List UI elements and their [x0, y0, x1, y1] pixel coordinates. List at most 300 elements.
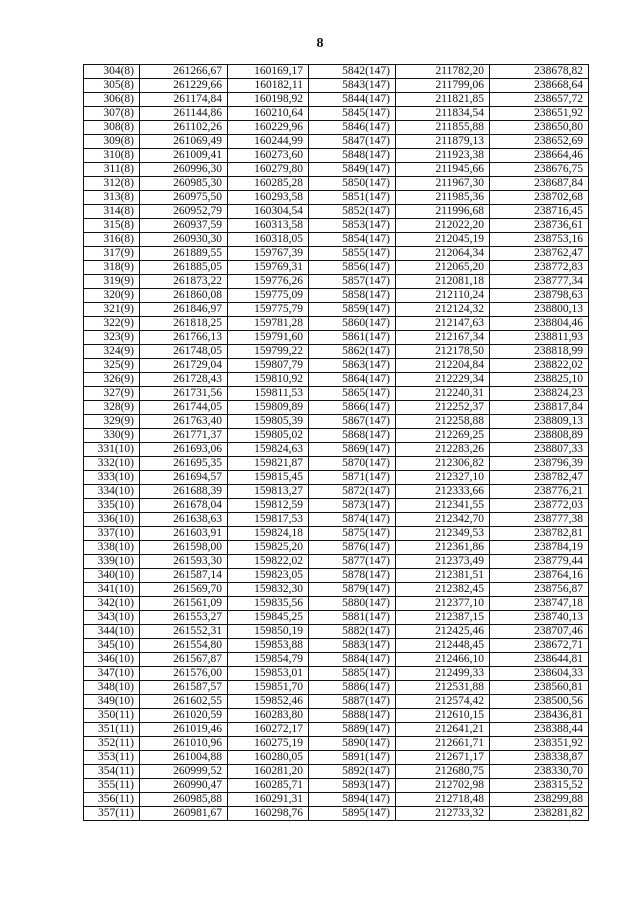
coordinates-table — [83, 64, 589, 821]
point-id-left-cell: 326(9) — [84, 373, 140, 387]
point-id-left-cell: 355(11) — [84, 779, 140, 793]
x-coordinate-left-cell: 261593,30 — [140, 555, 228, 569]
y-coordinate-left-cell: 159822,02 — [228, 555, 309, 569]
table-row — [84, 65, 589, 79]
y-coordinate-right-cell: 238351,92 — [490, 737, 589, 751]
y-coordinate-right-cell: 238822,02 — [490, 359, 589, 373]
point-id-right-cell: 5895(147) — [309, 807, 396, 821]
table-row — [84, 373, 589, 387]
point-id-left-cell: 308(8) — [84, 121, 140, 135]
point-id-right-cell: 5875(147) — [309, 527, 396, 541]
x-coordinate-left-cell: 261004,88 — [140, 751, 228, 765]
y-coordinate-right-cell: 238672,71 — [490, 639, 589, 653]
y-coordinate-right-cell: 238687,84 — [490, 177, 589, 191]
y-coordinate-left-cell: 159805,02 — [228, 429, 309, 443]
table-row — [84, 541, 589, 555]
x-coordinate-left-cell: 261748,05 — [140, 345, 228, 359]
point-id-left-cell: 331(10) — [84, 443, 140, 457]
point-id-right-cell: 5876(147) — [309, 541, 396, 555]
point-id-right-cell: 5842(147) — [309, 65, 396, 79]
x-coordinate-left-cell: 261688,39 — [140, 485, 228, 499]
point-id-right-cell: 5843(147) — [309, 79, 396, 93]
point-id-left-cell: 341(10) — [84, 583, 140, 597]
y-coordinate-right-cell: 238668,64 — [490, 79, 589, 93]
y-coordinate-left-cell: 159815,45 — [228, 471, 309, 485]
point-id-right-cell: 5893(147) — [309, 779, 396, 793]
point-id-left-cell: 328(9) — [84, 401, 140, 415]
y-coordinate-left-cell: 159824,18 — [228, 527, 309, 541]
point-id-right-cell: 5872(147) — [309, 485, 396, 499]
point-id-right-cell: 5874(147) — [309, 513, 396, 527]
x-coordinate-right-cell: 212110,24 — [396, 289, 490, 303]
y-coordinate-right-cell: 238747,18 — [490, 597, 589, 611]
y-coordinate-left-cell: 159791,60 — [228, 331, 309, 345]
y-coordinate-right-cell: 238315,52 — [490, 779, 589, 793]
y-coordinate-right-cell: 238702,68 — [490, 191, 589, 205]
point-id-left-cell: 324(9) — [84, 345, 140, 359]
point-id-right-cell: 5894(147) — [309, 793, 396, 807]
point-id-left-cell: 312(8) — [84, 177, 140, 191]
x-coordinate-left-cell: 261587,14 — [140, 569, 228, 583]
point-id-left-cell: 357(11) — [84, 807, 140, 821]
y-coordinate-right-cell: 238756,87 — [490, 583, 589, 597]
point-id-right-cell: 5848(147) — [309, 149, 396, 163]
x-coordinate-right-cell: 212167,34 — [396, 331, 490, 345]
y-coordinate-right-cell: 238281,82 — [490, 807, 589, 821]
y-coordinate-left-cell: 160182,11 — [228, 79, 309, 93]
y-coordinate-right-cell: 238824,23 — [490, 387, 589, 401]
y-coordinate-left-cell: 160291,31 — [228, 793, 309, 807]
x-coordinate-right-cell: 212178,50 — [396, 345, 490, 359]
x-coordinate-left-cell: 261102,26 — [140, 121, 228, 135]
y-coordinate-left-cell: 159813,27 — [228, 485, 309, 499]
y-coordinate-left-cell: 159775,79 — [228, 303, 309, 317]
point-id-left-cell: 350(11) — [84, 709, 140, 723]
y-coordinate-left-cell: 160283,80 — [228, 709, 309, 723]
x-coordinate-left-cell: 260985,30 — [140, 177, 228, 191]
point-id-left-cell: 353(11) — [84, 751, 140, 765]
x-coordinate-right-cell: 212283,26 — [396, 443, 490, 457]
y-coordinate-left-cell: 160279,80 — [228, 163, 309, 177]
table-row — [84, 177, 589, 191]
y-coordinate-right-cell: 238782,47 — [490, 471, 589, 485]
y-coordinate-left-cell: 159845,25 — [228, 611, 309, 625]
y-coordinate-right-cell: 238388,44 — [490, 723, 589, 737]
table-row — [84, 765, 589, 779]
x-coordinate-right-cell: 212240,31 — [396, 387, 490, 401]
y-coordinate-left-cell: 160273,60 — [228, 149, 309, 163]
point-id-right-cell: 5882(147) — [309, 625, 396, 639]
point-id-left-cell: 346(10) — [84, 653, 140, 667]
x-coordinate-left-cell: 261693,06 — [140, 443, 228, 457]
point-id-left-cell: 333(10) — [84, 471, 140, 485]
x-coordinate-right-cell: 212381,51 — [396, 569, 490, 583]
y-coordinate-right-cell: 238707,46 — [490, 625, 589, 639]
point-id-left-cell: 338(10) — [84, 541, 140, 555]
point-id-right-cell: 5886(147) — [309, 681, 396, 695]
point-id-left-cell: 322(9) — [84, 317, 140, 331]
point-id-left-cell: 354(11) — [84, 765, 140, 779]
y-coordinate-left-cell: 160198,92 — [228, 93, 309, 107]
point-id-left-cell: 334(10) — [84, 485, 140, 499]
x-coordinate-right-cell: 212045,19 — [396, 233, 490, 247]
point-id-left-cell: 319(9) — [84, 275, 140, 289]
y-coordinate-right-cell: 238736,61 — [490, 219, 589, 233]
x-coordinate-right-cell: 212252,37 — [396, 401, 490, 415]
table-row — [84, 79, 589, 93]
y-coordinate-left-cell: 159776,26 — [228, 275, 309, 289]
y-coordinate-left-cell: 160281,20 — [228, 765, 309, 779]
y-coordinate-left-cell: 159767,39 — [228, 247, 309, 261]
y-coordinate-left-cell: 160229,96 — [228, 121, 309, 135]
point-id-right-cell: 5892(147) — [309, 765, 396, 779]
point-id-left-cell: 313(8) — [84, 191, 140, 205]
x-coordinate-right-cell: 212341,55 — [396, 499, 490, 513]
x-coordinate-right-cell: 212361,86 — [396, 541, 490, 555]
x-coordinate-left-cell: 261678,04 — [140, 499, 228, 513]
table-row — [84, 471, 589, 485]
x-coordinate-left-cell: 261009,41 — [140, 149, 228, 163]
point-id-left-cell: 320(9) — [84, 289, 140, 303]
table-row — [84, 205, 589, 219]
y-coordinate-right-cell: 238807,33 — [490, 443, 589, 457]
table-row — [84, 807, 589, 821]
x-coordinate-right-cell: 212258,88 — [396, 415, 490, 429]
point-id-right-cell: 5888(147) — [309, 709, 396, 723]
y-coordinate-right-cell: 238779,44 — [490, 555, 589, 569]
y-coordinate-right-cell: 238664,46 — [490, 149, 589, 163]
x-coordinate-right-cell: 211855,88 — [396, 121, 490, 135]
x-coordinate-right-cell: 212377,10 — [396, 597, 490, 611]
point-id-left-cell: 335(10) — [84, 499, 140, 513]
point-id-left-cell: 329(9) — [84, 415, 140, 429]
x-coordinate-right-cell: 212531,88 — [396, 681, 490, 695]
point-id-right-cell: 5873(147) — [309, 499, 396, 513]
y-coordinate-left-cell: 159832,30 — [228, 583, 309, 597]
x-coordinate-right-cell: 212081,18 — [396, 275, 490, 289]
x-coordinate-right-cell: 212022,20 — [396, 219, 490, 233]
point-id-right-cell: 5891(147) — [309, 751, 396, 765]
table-row — [84, 737, 589, 751]
x-coordinate-right-cell: 211834,54 — [396, 107, 490, 121]
y-coordinate-right-cell: 238740,13 — [490, 611, 589, 625]
table-row — [84, 499, 589, 513]
table-row — [84, 583, 589, 597]
x-coordinate-left-cell: 261638,63 — [140, 513, 228, 527]
x-coordinate-right-cell: 212333,66 — [396, 485, 490, 499]
table-row — [84, 261, 589, 275]
x-coordinate-right-cell: 212124,32 — [396, 303, 490, 317]
table-row — [84, 639, 589, 653]
x-coordinate-right-cell: 211879,13 — [396, 135, 490, 149]
y-coordinate-right-cell: 238500,56 — [490, 695, 589, 709]
y-coordinate-right-cell: 238800,13 — [490, 303, 589, 317]
y-coordinate-right-cell: 238804,46 — [490, 317, 589, 331]
x-coordinate-left-cell: 261763,40 — [140, 415, 228, 429]
point-id-right-cell: 5862(147) — [309, 345, 396, 359]
point-id-left-cell: 349(10) — [84, 695, 140, 709]
table-row — [84, 457, 589, 471]
point-id-right-cell: 5861(147) — [309, 331, 396, 345]
x-coordinate-left-cell: 261561,09 — [140, 597, 228, 611]
point-id-right-cell: 5870(147) — [309, 457, 396, 471]
point-id-right-cell: 5865(147) — [309, 387, 396, 401]
point-id-left-cell: 345(10) — [84, 639, 140, 653]
point-id-right-cell: 5860(147) — [309, 317, 396, 331]
y-coordinate-left-cell: 159781,28 — [228, 317, 309, 331]
point-id-left-cell: 340(10) — [84, 569, 140, 583]
y-coordinate-right-cell: 238798,63 — [490, 289, 589, 303]
y-coordinate-right-cell: 238817,84 — [490, 401, 589, 415]
y-coordinate-left-cell: 160285,28 — [228, 177, 309, 191]
table-row — [84, 317, 589, 331]
x-coordinate-left-cell: 261695,35 — [140, 457, 228, 471]
table-row — [84, 667, 589, 681]
y-coordinate-right-cell: 238676,75 — [490, 163, 589, 177]
point-id-right-cell: 5866(147) — [309, 401, 396, 415]
x-coordinate-left-cell: 261567,87 — [140, 653, 228, 667]
point-id-right-cell: 5853(147) — [309, 219, 396, 233]
point-id-left-cell: 339(10) — [84, 555, 140, 569]
table-row — [84, 555, 589, 569]
point-id-right-cell: 5868(147) — [309, 429, 396, 443]
x-coordinate-right-cell: 212342,70 — [396, 513, 490, 527]
x-coordinate-right-cell: 212610,15 — [396, 709, 490, 723]
y-coordinate-right-cell: 238657,72 — [490, 93, 589, 107]
table-row — [84, 331, 589, 345]
y-coordinate-left-cell: 159811,53 — [228, 387, 309, 401]
y-coordinate-left-cell: 160275,19 — [228, 737, 309, 751]
y-coordinate-right-cell: 238560,81 — [490, 681, 589, 695]
point-id-left-cell: 306(8) — [84, 93, 140, 107]
table-row — [84, 513, 589, 527]
y-coordinate-right-cell: 238652,69 — [490, 135, 589, 149]
y-coordinate-left-cell: 159799,22 — [228, 345, 309, 359]
x-coordinate-left-cell: 261554,80 — [140, 639, 228, 653]
point-id-right-cell: 5867(147) — [309, 415, 396, 429]
y-coordinate-right-cell: 238808,89 — [490, 429, 589, 443]
x-coordinate-left-cell: 261576,00 — [140, 667, 228, 681]
y-coordinate-right-cell: 238776,21 — [490, 485, 589, 499]
point-id-left-cell: 304(8) — [84, 65, 140, 79]
point-id-right-cell: 5854(147) — [309, 233, 396, 247]
table-row — [84, 359, 589, 373]
point-id-right-cell: 5859(147) — [309, 303, 396, 317]
point-id-right-cell: 5850(147) — [309, 177, 396, 191]
point-id-right-cell: 5878(147) — [309, 569, 396, 583]
y-coordinate-left-cell: 159775,09 — [228, 289, 309, 303]
x-coordinate-right-cell: 212204,84 — [396, 359, 490, 373]
x-coordinate-left-cell: 261860,08 — [140, 289, 228, 303]
point-id-right-cell: 5857(147) — [309, 275, 396, 289]
x-coordinate-right-cell: 211985,36 — [396, 191, 490, 205]
x-coordinate-right-cell: 212229,34 — [396, 373, 490, 387]
point-id-right-cell: 5845(147) — [309, 107, 396, 121]
point-id-right-cell: 5847(147) — [309, 135, 396, 149]
y-coordinate-right-cell: 238809,13 — [490, 415, 589, 429]
y-coordinate-left-cell: 159810,92 — [228, 373, 309, 387]
point-id-left-cell: 325(9) — [84, 359, 140, 373]
y-coordinate-left-cell: 159821,87 — [228, 457, 309, 471]
point-id-left-cell: 318(9) — [84, 261, 140, 275]
x-coordinate-left-cell: 261873,22 — [140, 275, 228, 289]
x-coordinate-right-cell: 212733,32 — [396, 807, 490, 821]
x-coordinate-left-cell: 260937,59 — [140, 219, 228, 233]
table-row — [84, 275, 589, 289]
point-id-left-cell: 311(8) — [84, 163, 140, 177]
x-coordinate-right-cell: 211782,20 — [396, 65, 490, 79]
table-row — [84, 387, 589, 401]
y-coordinate-right-cell: 238753,16 — [490, 233, 589, 247]
point-id-left-cell: 310(8) — [84, 149, 140, 163]
x-coordinate-left-cell: 260999,52 — [140, 765, 228, 779]
x-coordinate-left-cell: 261603,91 — [140, 527, 228, 541]
y-coordinate-left-cell: 159823,05 — [228, 569, 309, 583]
point-id-left-cell: 323(9) — [84, 331, 140, 345]
x-coordinate-right-cell: 212718,48 — [396, 793, 490, 807]
x-coordinate-left-cell: 261019,46 — [140, 723, 228, 737]
point-id-right-cell: 5885(147) — [309, 667, 396, 681]
y-coordinate-left-cell: 159812,59 — [228, 499, 309, 513]
x-coordinate-left-cell: 261846,97 — [140, 303, 228, 317]
table-row — [84, 233, 589, 247]
table-row — [84, 597, 589, 611]
y-coordinate-left-cell: 159817,53 — [228, 513, 309, 527]
x-coordinate-right-cell: 212269,25 — [396, 429, 490, 443]
point-id-right-cell: 5881(147) — [309, 611, 396, 625]
y-coordinate-right-cell: 238436,81 — [490, 709, 589, 723]
x-coordinate-right-cell: 212387,15 — [396, 611, 490, 625]
y-coordinate-left-cell: 159805,39 — [228, 415, 309, 429]
y-coordinate-right-cell: 238678,82 — [490, 65, 589, 79]
y-coordinate-left-cell: 159825,20 — [228, 541, 309, 555]
y-coordinate-right-cell: 238796,39 — [490, 457, 589, 471]
x-coordinate-right-cell: 212147,63 — [396, 317, 490, 331]
table-row — [84, 415, 589, 429]
x-coordinate-right-cell: 212064,34 — [396, 247, 490, 261]
x-coordinate-right-cell: 211799,06 — [396, 79, 490, 93]
y-coordinate-right-cell: 238777,38 — [490, 513, 589, 527]
y-coordinate-right-cell: 238650,80 — [490, 121, 589, 135]
x-coordinate-right-cell: 211923,38 — [396, 149, 490, 163]
point-id-right-cell: 5851(147) — [309, 191, 396, 205]
y-coordinate-left-cell: 159853,01 — [228, 667, 309, 681]
point-id-left-cell: 330(9) — [84, 429, 140, 443]
table-row — [84, 429, 589, 443]
table-row — [84, 401, 589, 415]
x-coordinate-right-cell: 212661,71 — [396, 737, 490, 751]
x-coordinate-left-cell: 261552,31 — [140, 625, 228, 639]
table-row — [84, 723, 589, 737]
point-id-left-cell: 344(10) — [84, 625, 140, 639]
table-row — [84, 345, 589, 359]
y-coordinate-left-cell: 160313,58 — [228, 219, 309, 233]
point-id-left-cell: 356(11) — [84, 793, 140, 807]
x-coordinate-left-cell: 260952,79 — [140, 205, 228, 219]
point-id-right-cell: 5849(147) — [309, 163, 396, 177]
y-coordinate-left-cell: 160169,17 — [228, 65, 309, 79]
y-coordinate-left-cell: 159853,88 — [228, 639, 309, 653]
point-id-left-cell: 347(10) — [84, 667, 140, 681]
x-coordinate-right-cell: 212641,21 — [396, 723, 490, 737]
y-coordinate-right-cell: 238604,33 — [490, 667, 589, 681]
table-row — [84, 191, 589, 205]
y-coordinate-left-cell: 160285,71 — [228, 779, 309, 793]
x-coordinate-right-cell: 212327,10 — [396, 471, 490, 485]
point-id-left-cell: 327(9) — [84, 387, 140, 401]
table-row — [84, 163, 589, 177]
y-coordinate-right-cell: 238338,87 — [490, 751, 589, 765]
point-id-right-cell: 5855(147) — [309, 247, 396, 261]
y-coordinate-left-cell: 160293,58 — [228, 191, 309, 205]
x-coordinate-left-cell: 261587,57 — [140, 681, 228, 695]
x-coordinate-right-cell: 212349,53 — [396, 527, 490, 541]
table-row — [84, 709, 589, 723]
table-row — [84, 121, 589, 135]
point-id-right-cell: 5884(147) — [309, 653, 396, 667]
point-id-left-cell: 348(10) — [84, 681, 140, 695]
point-id-left-cell: 307(8) — [84, 107, 140, 121]
y-coordinate-left-cell: 159807,79 — [228, 359, 309, 373]
point-id-right-cell: 5856(147) — [309, 261, 396, 275]
point-id-right-cell: 5858(147) — [309, 289, 396, 303]
x-coordinate-left-cell: 261728,43 — [140, 373, 228, 387]
table-row — [84, 779, 589, 793]
table-row — [84, 149, 589, 163]
y-coordinate-left-cell: 159824,63 — [228, 443, 309, 457]
point-id-left-cell: 314(8) — [84, 205, 140, 219]
y-coordinate-right-cell: 238299,88 — [490, 793, 589, 807]
x-coordinate-left-cell: 260930,30 — [140, 233, 228, 247]
x-coordinate-left-cell: 261569,70 — [140, 583, 228, 597]
y-coordinate-right-cell: 238651,92 — [490, 107, 589, 121]
point-id-right-cell: 5864(147) — [309, 373, 396, 387]
table-body — [84, 65, 589, 821]
table-row — [84, 219, 589, 233]
point-id-left-cell: 351(11) — [84, 723, 140, 737]
x-coordinate-right-cell: 211967,30 — [396, 177, 490, 191]
y-coordinate-right-cell: 238762,47 — [490, 247, 589, 261]
table-row — [84, 653, 589, 667]
table-row — [84, 135, 589, 149]
point-id-right-cell: 5844(147) — [309, 93, 396, 107]
x-coordinate-right-cell: 212702,98 — [396, 779, 490, 793]
point-id-right-cell: 5871(147) — [309, 471, 396, 485]
y-coordinate-right-cell: 238644,81 — [490, 653, 589, 667]
y-coordinate-left-cell: 159851,70 — [228, 681, 309, 695]
table-row — [84, 611, 589, 625]
x-coordinate-left-cell: 261885,05 — [140, 261, 228, 275]
x-coordinate-left-cell: 261694,57 — [140, 471, 228, 485]
y-coordinate-right-cell: 238777,34 — [490, 275, 589, 289]
point-id-right-cell: 5880(147) — [309, 597, 396, 611]
x-coordinate-right-cell: 212671,17 — [396, 751, 490, 765]
point-id-right-cell: 5877(147) — [309, 555, 396, 569]
point-id-left-cell: 343(10) — [84, 611, 140, 625]
table-row — [84, 247, 589, 261]
point-id-right-cell: 5887(147) — [309, 695, 396, 709]
x-coordinate-left-cell: 261818,25 — [140, 317, 228, 331]
table-row — [84, 289, 589, 303]
y-coordinate-left-cell: 159835,56 — [228, 597, 309, 611]
y-coordinate-left-cell: 160280,05 — [228, 751, 309, 765]
table-row — [84, 681, 589, 695]
y-coordinate-left-cell: 159769,31 — [228, 261, 309, 275]
point-id-right-cell: 5869(147) — [309, 443, 396, 457]
point-id-left-cell: 332(10) — [84, 457, 140, 471]
x-coordinate-left-cell: 261744,05 — [140, 401, 228, 415]
x-coordinate-left-cell: 261010,96 — [140, 737, 228, 751]
